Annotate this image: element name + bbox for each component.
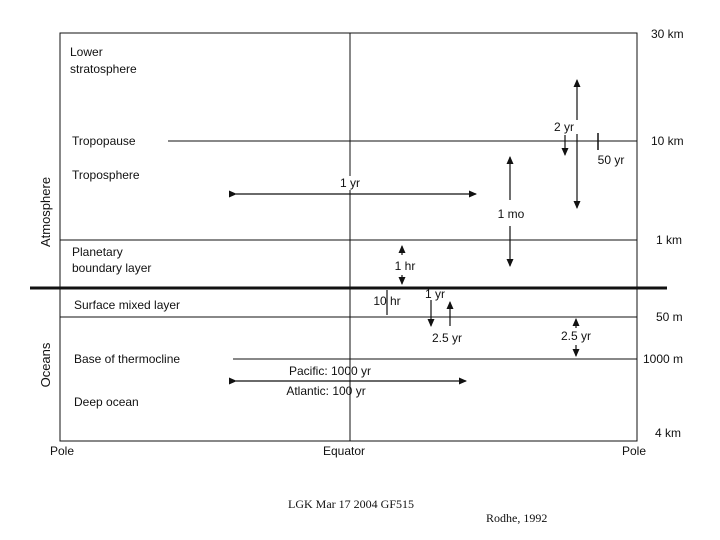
diagram-frame [60,33,637,441]
strat-50yr-time: 50 yr [597,153,625,167]
troposphere-horizontal-time: 1 yr [339,176,361,190]
layer-label-deep-ocean: Deep ocean [74,395,139,409]
layer-label-planetary-boundary-2: boundary layer [72,261,152,275]
layer-label-lower-stratosphere-2: stratosphere [70,62,137,76]
oceans-label: Oceans [38,342,53,388]
footer-caption: LGK Mar 17 2004 GF515 [288,497,414,511]
height-1000m: 1000 m [643,352,684,366]
layer-label-lower-stratosphere-1: Lower [70,45,103,59]
footer-citation: Rodhe, 1992 [486,511,548,525]
atmosphere-label: Atmosphere [38,176,53,248]
strat-exchange-time: 2 yr [553,120,575,134]
mixed-layer-time: 10 hr [373,294,401,308]
x-label-pole-right: Pole [621,444,647,458]
layer-label-surface-mixed: Surface mixed layer [74,298,181,312]
height-4km: 4 km [655,426,682,440]
atlantic-time: Atlantic: 100 yr [286,384,366,398]
height-30km: 30 km [651,27,684,41]
height-10km: 10 km [651,134,684,148]
sml-2-5yr-time: 2.5 yr [431,331,463,345]
thermocline-time: 2.5 yr [560,329,592,343]
sml-1yr-time: 1 yr [424,287,446,301]
troposphere-vertical-time: 1 mo [497,207,525,221]
height-1km: 1 km [656,233,683,247]
x-label-pole-left: Pole [49,444,75,458]
layer-label-planetary-boundary-1: Planetary [72,245,123,259]
layer-label-thermocline: Base of thermocline [74,352,181,366]
layer-label-tropopause: Tropopause [72,134,136,148]
pbl-time: 1 hr [394,259,416,273]
x-label-equator: Equator [322,444,366,458]
layer-label-troposphere: Troposphere [72,168,140,182]
height-50m: 50 m [656,310,683,324]
pacific-time: Pacific: 1000 yr [288,364,372,378]
